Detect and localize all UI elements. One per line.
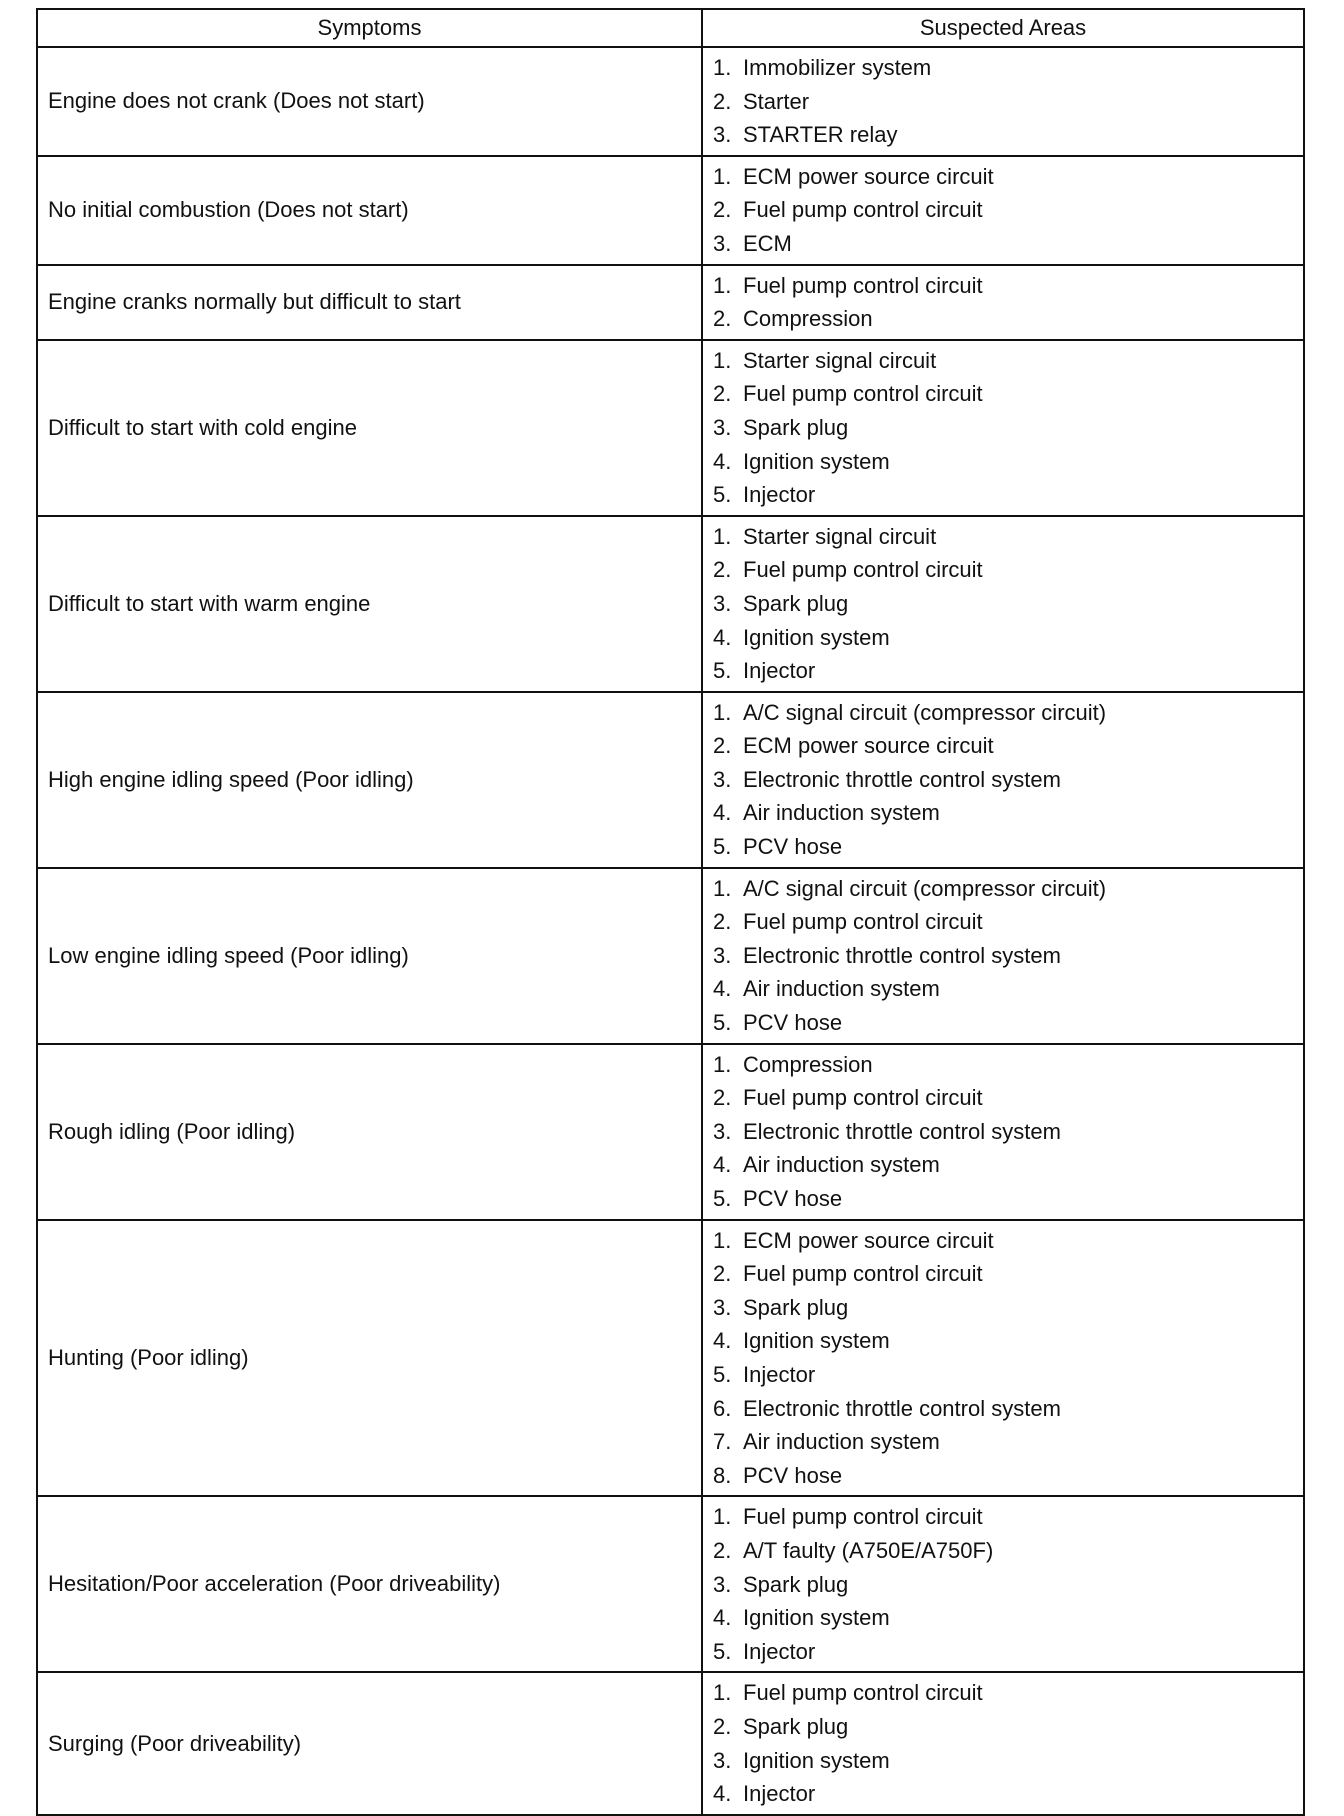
list-item-number: 5. <box>713 482 732 508</box>
header-symptoms: Symptoms <box>37 9 702 47</box>
list-item <box>713 830 1303 864</box>
table-row <box>37 47 1304 156</box>
list-item-label: Injector <box>743 482 816 508</box>
list-item <box>713 553 1303 587</box>
list-item <box>713 1500 1303 1534</box>
list-item-number: 1. <box>713 163 732 189</box>
list-item-number: 3. <box>713 1747 732 1773</box>
list-item-label: Air induction system <box>743 976 940 1002</box>
list-item <box>713 51 1303 85</box>
list-item <box>713 763 1303 797</box>
list-item-number: 3. <box>713 590 732 616</box>
list-item <box>713 1676 1303 1710</box>
list-item <box>713 1358 1303 1392</box>
list-item <box>713 118 1303 152</box>
list-item-label: Fuel pump control circuit <box>743 381 983 407</box>
list-item-label: Spark plug <box>743 1571 849 1597</box>
list-item <box>713 1459 1303 1493</box>
table-row <box>37 516 1304 692</box>
list-item-number: 3. <box>713 414 732 440</box>
list-item-label: PCV hose <box>743 1010 843 1036</box>
list-item-label: Electronic throttle control system <box>743 766 1061 792</box>
list-item <box>713 85 1303 119</box>
suspected-areas-list <box>703 341 1303 515</box>
list-item <box>713 1224 1303 1258</box>
list-item <box>713 872 1303 906</box>
suspected-areas-cell <box>702 516 1304 692</box>
list-item <box>713 1291 1303 1325</box>
list-item-number: 2. <box>713 1085 732 1111</box>
list-item <box>713 1568 1303 1602</box>
list-item <box>713 1257 1303 1291</box>
header-row <box>37 9 1304 47</box>
list-item-label: Ignition system <box>743 1328 890 1354</box>
list-item-number: 5. <box>713 658 732 684</box>
suspected-areas-cell <box>702 692 1304 868</box>
list-item-number: 8. <box>713 1462 732 1488</box>
list-item <box>713 1425 1303 1459</box>
list-item-label: Injector <box>743 1781 816 1807</box>
list-item <box>713 1006 1303 1040</box>
list-item <box>713 269 1303 303</box>
list-item-number: 3. <box>713 1571 732 1597</box>
symptom-cell: Engine does not crank (Does not start) <box>37 47 702 156</box>
list-item <box>713 796 1303 830</box>
list-item <box>713 696 1303 730</box>
list-item-number: 4. <box>713 800 732 826</box>
list-item-label: Fuel pump control circuit <box>743 197 983 223</box>
list-item-number: 5. <box>713 1010 732 1036</box>
list-item <box>713 445 1303 479</box>
list-item <box>713 905 1303 939</box>
table-row <box>37 868 1304 1044</box>
list-item-number: 3. <box>713 1118 732 1144</box>
list-item-label: Compression <box>743 1051 873 1077</box>
list-item-number: 1. <box>713 55 732 80</box>
list-item <box>713 1148 1303 1182</box>
list-item-label: Fuel pump control circuit <box>743 1680 983 1706</box>
list-item-number: 2. <box>713 733 732 759</box>
list-item-label: Compression <box>743 306 873 332</box>
list-item <box>713 344 1303 378</box>
list-item-number: 1. <box>713 1680 732 1706</box>
list-item <box>713 1081 1303 1115</box>
list-item-label: Fuel pump control circuit <box>743 1261 983 1287</box>
list-item-label: Injector <box>743 1361 816 1387</box>
list-item-number: 2. <box>713 1713 732 1739</box>
list-item-label: Spark plug <box>743 414 849 440</box>
header-suspected-areas: Suspected Areas <box>702 9 1304 47</box>
table-row <box>37 1044 1304 1220</box>
list-item-label: A/C signal circuit (compressor circuit) <box>743 875 1107 901</box>
list-item <box>713 1635 1303 1669</box>
list-item-label: Starter signal circuit <box>743 523 937 549</box>
list-item-label: Electronic throttle control system <box>743 1395 1061 1421</box>
symptom-cell: Hesitation/Poor acceleration (Poor driveability) <box>37 1496 702 1672</box>
suspected-areas-list <box>703 517 1303 691</box>
list-item-label: Air induction system <box>743 800 940 826</box>
list-item-label: Spark plug <box>743 1713 849 1739</box>
symptom-cell: Difficult to start with cold engine <box>37 340 702 516</box>
list-item <box>713 972 1303 1006</box>
list-item-label: Ignition system <box>743 448 890 474</box>
list-item-number: 5. <box>713 1186 732 1211</box>
list-item-label: ECM power source circuit <box>743 163 994 189</box>
list-item <box>713 654 1303 688</box>
list-item <box>713 1115 1303 1149</box>
suspected-areas-list <box>703 693 1303 867</box>
symptom-cell: Rough idling (Poor idling) <box>37 1044 702 1220</box>
suspected-areas-cell <box>702 1220 1304 1497</box>
list-item <box>713 1534 1303 1568</box>
list-item-label: Air induction system <box>743 1152 940 1178</box>
suspected-areas-list <box>703 1673 1303 1813</box>
list-item-number: 2. <box>713 306 732 332</box>
symptom-cell: Difficult to start with warm engine <box>37 516 702 692</box>
list-item-label: STARTER relay <box>743 122 898 148</box>
list-item <box>713 729 1303 763</box>
table-row <box>37 340 1304 516</box>
list-item-number: 1. <box>713 875 732 901</box>
list-item-number: 1. <box>713 699 732 725</box>
symptoms-table <box>36 8 1305 1816</box>
list-item-number: 2. <box>713 88 732 114</box>
list-item-label: Fuel pump control circuit <box>743 1504 983 1530</box>
table-body <box>37 47 1304 1815</box>
list-item-label: PCV hose <box>743 1462 843 1488</box>
list-item-number: 2. <box>713 1537 732 1563</box>
list-item-label: Spark plug <box>743 590 849 616</box>
list-item-label: Air induction system <box>743 1429 940 1455</box>
list-item-number: 2. <box>713 1261 732 1287</box>
list-item-number: 4. <box>713 1152 732 1178</box>
list-item-number: 3. <box>713 942 732 968</box>
suspected-areas-cell <box>702 47 1304 156</box>
list-item-label: PCV hose <box>743 1186 843 1211</box>
list-item <box>713 1777 1303 1811</box>
list-item <box>713 302 1303 336</box>
list-item <box>713 411 1303 445</box>
list-item-number: 3. <box>713 230 732 256</box>
list-item <box>713 227 1303 261</box>
list-item-label: ECM power source circuit <box>743 733 994 759</box>
list-item-number: 7. <box>713 1429 732 1455</box>
list-item-number: 3. <box>713 122 732 148</box>
list-item-number: 4. <box>713 624 732 650</box>
list-item-number: 2. <box>713 381 732 407</box>
list-item <box>713 1048 1303 1082</box>
list-item-number: 2. <box>713 197 732 223</box>
list-item-label: Spark plug <box>743 1294 849 1320</box>
list-item-number: 1. <box>713 347 732 373</box>
list-item-number: 1. <box>713 1504 732 1530</box>
list-item-number: 1. <box>713 1051 732 1077</box>
suspected-areas-list <box>703 1221 1303 1496</box>
list-item-number: 3. <box>713 1294 732 1320</box>
list-item-label: Fuel pump control circuit <box>743 909 983 935</box>
list-item-number: 1. <box>713 523 732 549</box>
table-row <box>37 265 1304 340</box>
symptom-cell: Low engine idling speed (Poor idling) <box>37 868 702 1044</box>
symptom-cell: High engine idling speed (Poor idling) <box>37 692 702 868</box>
list-item <box>713 1182 1303 1216</box>
symptom-cell: Surging (Poor driveability) <box>37 1672 702 1814</box>
symptom-cell: Hunting (Poor idling) <box>37 1220 702 1497</box>
list-item-label: Starter signal circuit <box>743 347 937 373</box>
list-item-number: 4. <box>713 976 732 1002</box>
suspected-areas-cell <box>702 340 1304 516</box>
list-item-label: Ignition system <box>743 1605 890 1631</box>
list-item <box>713 160 1303 194</box>
list-item <box>713 621 1303 655</box>
list-item <box>713 377 1303 411</box>
list-item-label: Fuel pump control circuit <box>743 1085 983 1111</box>
symptom-cell: Engine cranks normally but difficult to start <box>37 265 702 340</box>
list-item-number: 5. <box>713 834 732 860</box>
table-row <box>37 1220 1304 1497</box>
list-item-label: Starter <box>743 88 810 114</box>
suspected-areas-cell <box>702 868 1304 1044</box>
list-item-number: 1. <box>713 272 732 298</box>
list-item-number: 4. <box>713 1605 732 1631</box>
suspected-areas-cell <box>702 1044 1304 1220</box>
list-item <box>713 1324 1303 1358</box>
list-item-number: 6. <box>713 1395 732 1421</box>
list-item <box>713 1392 1303 1426</box>
list-item-number: 3. <box>713 766 732 792</box>
list-item-label: A/C signal circuit (compressor circuit) <box>743 699 1107 725</box>
suspected-areas-list <box>703 869 1303 1043</box>
list-item-label: Ignition system <box>743 1747 890 1773</box>
list-item-number: 2. <box>713 557 732 583</box>
list-item <box>713 193 1303 227</box>
list-item-number: 4. <box>713 1328 732 1354</box>
suspected-areas-list <box>703 157 1303 264</box>
list-item-label: Ignition system <box>743 624 890 650</box>
suspected-areas-cell <box>702 156 1304 265</box>
list-item-number: 4. <box>713 1781 732 1807</box>
suspected-areas-list <box>703 48 1303 155</box>
list-item-number: 5. <box>713 1361 732 1387</box>
symptom-cell: No initial combustion (Does not start) <box>37 156 702 265</box>
suspected-areas-list <box>703 1045 1303 1219</box>
table-row <box>37 156 1304 265</box>
table-row <box>37 1496 1304 1672</box>
list-item-label: PCV hose <box>743 834 843 860</box>
list-item-label: Injector <box>743 1638 816 1664</box>
suspected-areas-cell <box>702 1496 1304 1672</box>
list-item <box>713 1710 1303 1744</box>
list-item <box>713 939 1303 973</box>
list-item-label: ECM power source circuit <box>743 1227 994 1253</box>
list-item <box>713 1744 1303 1778</box>
list-item-label: Fuel pump control circuit <box>743 557 983 583</box>
list-item-number: 1. <box>713 1227 732 1253</box>
list-item-number: 5. <box>713 1638 732 1664</box>
list-item <box>713 478 1303 512</box>
list-item-label: Fuel pump control circuit <box>743 272 983 298</box>
suspected-areas-list <box>703 266 1303 339</box>
table-row <box>37 1672 1304 1814</box>
suspected-areas-cell <box>702 265 1304 340</box>
suspected-areas-list <box>703 1497 1303 1671</box>
list-item-number: 2. <box>713 909 732 935</box>
list-item-label: A/T faulty (A750E/A750F) <box>743 1537 994 1563</box>
list-item-number: 4. <box>713 448 732 474</box>
suspected-areas-cell <box>702 1672 1304 1814</box>
list-item-label: Immobilizer system <box>743 55 932 80</box>
list-item-label: Injector <box>743 658 816 684</box>
list-item <box>713 1601 1303 1635</box>
list-item-label: Electronic throttle control system <box>743 1118 1061 1144</box>
table-row <box>37 692 1304 868</box>
list-item-label: ECM <box>743 230 792 256</box>
list-item <box>713 587 1303 621</box>
list-item <box>713 520 1303 554</box>
list-item-label: Electronic throttle control system <box>743 942 1061 968</box>
